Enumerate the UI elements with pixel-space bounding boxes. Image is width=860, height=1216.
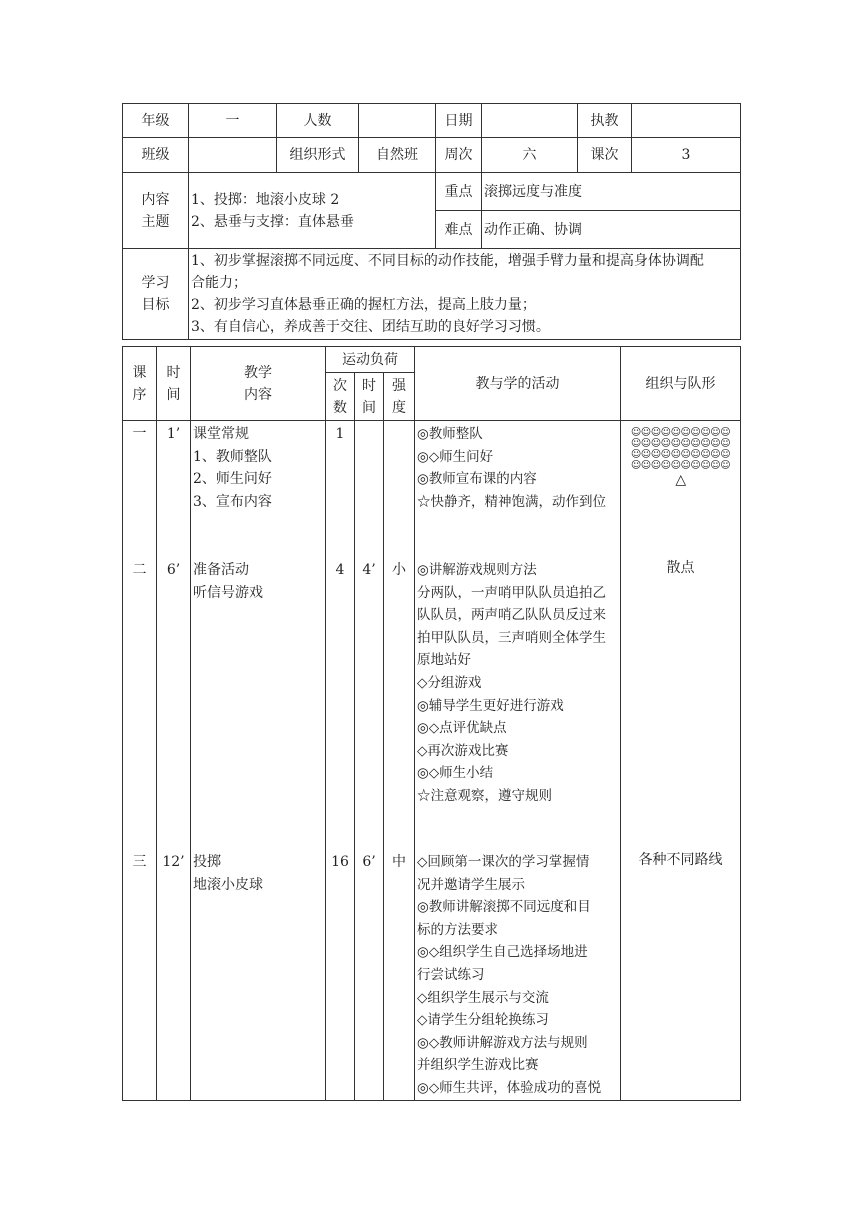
- col-header-content: [191, 347, 326, 421]
- table-row-content: [193, 851, 325, 896]
- table-row-time: 12’: [162, 854, 185, 870]
- goal-label-line: 学习: [141, 275, 170, 291]
- goal-line: 1、初步掌握滚掷不同远度、不同目标的动作技能，增强手臂力量和提高身体协调配: [191, 253, 704, 269]
- duration-column: [355, 421, 384, 1101]
- theme-label: [123, 173, 189, 249]
- theme-line: 2、悬垂与支撑：直体悬垂: [191, 213, 354, 230]
- activity-line: 标的方法要求: [417, 921, 498, 938]
- table-row-content: [193, 421, 325, 559]
- col-header-line: 时: [166, 364, 181, 381]
- table-row-duration: [355, 421, 383, 559]
- content-column: [191, 421, 326, 1101]
- col-header-line: 序: [132, 386, 147, 403]
- col-header-time: [157, 347, 191, 421]
- theme-label-line: 内容: [141, 191, 170, 208]
- content-line: 准备活动: [193, 562, 249, 578]
- seq-column: [123, 421, 157, 1101]
- formation-row: ☺☺☺☺☺☺☺☺☺☺: [630, 460, 731, 471]
- theme-line: 1、投掷：地滚小皮球 2: [191, 191, 340, 208]
- col-header-line: 内容: [244, 386, 272, 403]
- table-row-duration: 4’: [362, 562, 376, 578]
- activity-line: ◎讲解游戏规则方法: [417, 562, 537, 578]
- times-column: [326, 421, 355, 1101]
- formation-row: ☺☺☺☺☺☺☺☺☺☺: [630, 438, 731, 449]
- col-header-line: 数: [333, 399, 347, 416]
- content-line: 地滚小皮球: [193, 876, 263, 893]
- table-row-times: 4: [335, 562, 345, 578]
- content-line: 投掷: [193, 854, 221, 870]
- theme-content: [189, 173, 436, 249]
- table-row-seq: 一: [132, 426, 147, 442]
- activity-line: ◇再次游戏比赛: [417, 742, 509, 759]
- intensity-column: [384, 421, 415, 1101]
- table-row-seq: 三: [132, 854, 147, 870]
- formation-row: ☺☺☺☺☺☺☺☺☺☺: [630, 427, 731, 438]
- lesson-procedure-table: [122, 346, 741, 1101]
- goal-label: [123, 249, 189, 340]
- col-header-duration: [355, 373, 384, 421]
- activity-line: ◎◇教师讲解游戏方法与规则: [417, 1034, 588, 1051]
- table-row-duration: 6’: [362, 854, 376, 870]
- difficulty-label: 难点: [436, 211, 482, 249]
- teacher-value: [632, 104, 741, 138]
- lesson-number-value: 3: [632, 138, 741, 173]
- content-line: 3、宣布内容: [193, 493, 272, 510]
- col-header-line: 时: [362, 377, 376, 394]
- table-row-activities: [417, 559, 620, 851]
- count-value: [359, 104, 436, 138]
- activity-line: ◎◇师生小结: [417, 765, 494, 782]
- activity-line: 队队员，两声哨乙队队员反过来: [417, 607, 606, 624]
- lesson-info-table: [122, 103, 741, 340]
- formation-row: ☺☺☺☺☺☺☺☺☺☺: [630, 449, 731, 460]
- activity-line: ◇回顾第一课次的学习掌握情: [417, 854, 590, 870]
- difficulty-value: 动作正确、协调: [482, 211, 741, 249]
- activity-line: 分两队，一声哨甲队队员追拍乙: [417, 584, 606, 601]
- col-header-line: 间: [362, 399, 376, 416]
- date-value: [482, 104, 578, 138]
- table-row-organization: 各种不同路线: [638, 852, 723, 868]
- table-row-times: 16: [331, 854, 349, 870]
- time-column: [157, 421, 191, 1101]
- activity-line: ◎◇师生共评，体验成功的喜悦: [417, 1079, 602, 1096]
- lesson-number-label: 课次: [578, 138, 632, 173]
- col-header-activities: 教与学的活动: [415, 347, 621, 421]
- teacher-label: 执教: [578, 104, 632, 138]
- week-value: 六: [482, 138, 578, 173]
- activity-line: 原地站好: [417, 652, 471, 669]
- form-value: 自然班: [359, 138, 436, 173]
- content-line: 1、教师整队: [193, 448, 272, 465]
- table-row-organization: 散点: [666, 560, 695, 576]
- goal-line: 2、初步学习直体悬垂正确的握杠方法，提高上肢力量；: [191, 297, 536, 313]
- col-header-line: 间: [166, 386, 181, 403]
- goal-content: [189, 249, 741, 340]
- activity-line: ◎◇师生问好: [417, 448, 494, 465]
- formation-diagram: [621, 421, 740, 489]
- activity-line: ◎教师讲解滚掷不同远度和目: [417, 899, 591, 916]
- goal-line: 合能力；: [191, 275, 247, 291]
- col-header-seq: [123, 347, 157, 421]
- col-header-times: [326, 373, 355, 421]
- theme-label-line: 主题: [141, 213, 170, 230]
- col-header-load: 运动负荷: [326, 347, 415, 373]
- activity-line: ◇分组游戏: [417, 674, 482, 691]
- goal-line: 3、有自信心，养成善于交往、团结互助的良好学习习惯。: [191, 319, 550, 335]
- form-label: 组织形式: [277, 138, 359, 173]
- key-point-label: 重点: [436, 173, 482, 211]
- activity-line: ☆注意观察，遵守规则: [417, 787, 552, 804]
- col-header-line: 度: [392, 399, 406, 416]
- col-header-line: 强: [392, 377, 406, 394]
- class-label: 班级: [123, 138, 189, 173]
- col-header-intensity: [384, 373, 415, 421]
- activity-line: 拍甲队队员，三声哨则全体学生: [417, 629, 606, 646]
- activity-line: ◎教师宣布课的内容: [417, 471, 537, 488]
- table-row-times: 1: [335, 426, 345, 442]
- grade-label: 年级: [123, 104, 189, 138]
- table-row-time: 1’: [166, 426, 181, 442]
- table-row-content: [193, 559, 325, 851]
- count-label: 人数: [277, 104, 359, 138]
- col-header-line: 课: [132, 364, 147, 381]
- table-row-intensity: 中: [392, 854, 406, 870]
- activity-line: ◇组织学生展示与交流: [417, 989, 549, 1006]
- activity-line: 况并邀请学生展示: [417, 876, 525, 893]
- col-header-line: 次: [333, 377, 347, 394]
- activity-line: ◎教师整队: [417, 426, 483, 442]
- class-value: [189, 138, 277, 173]
- table-row-activities: [417, 421, 620, 559]
- content-line: 听信号游戏: [193, 584, 263, 601]
- date-label: 日期: [436, 104, 482, 138]
- col-header-line: 教学: [244, 364, 272, 381]
- key-point-value: 滚掷远度与准度: [482, 173, 741, 211]
- activity-line: ◎◇点评优缺点: [417, 720, 507, 737]
- table-row-intensity: [384, 421, 414, 559]
- table-row-seq: 二: [132, 562, 147, 578]
- organization-column: [621, 421, 741, 1101]
- activities-column: [415, 421, 621, 1101]
- goal-label-line: 目标: [141, 297, 170, 313]
- content-line: 2、师生问好: [193, 471, 272, 488]
- content-line: 课堂常规: [193, 426, 249, 442]
- table-row-activities: [417, 851, 620, 1100]
- activity-line: ◎辅导学生更好进行游戏: [417, 697, 564, 714]
- activity-line: 并组织学生游戏比赛: [417, 1057, 539, 1074]
- col-header-organization: 组织与队形: [621, 347, 741, 421]
- week-label: 周次: [436, 138, 482, 173]
- activity-line: ◇请学生分组轮换练习: [417, 1012, 549, 1029]
- table-row-time: 6’: [166, 562, 181, 578]
- teacher-triangle-icon: △: [675, 472, 686, 488]
- grade-value: 一: [189, 104, 277, 138]
- activity-line: 行尝试练习: [417, 966, 485, 983]
- activity-line: ◎◇组织学生自己选择场地进: [417, 944, 588, 961]
- table-row-intensity: 小: [392, 562, 406, 578]
- table-row-organization: [621, 421, 740, 557]
- activity-line: ☆快静齐，精神饱满，动作到位: [417, 493, 606, 510]
